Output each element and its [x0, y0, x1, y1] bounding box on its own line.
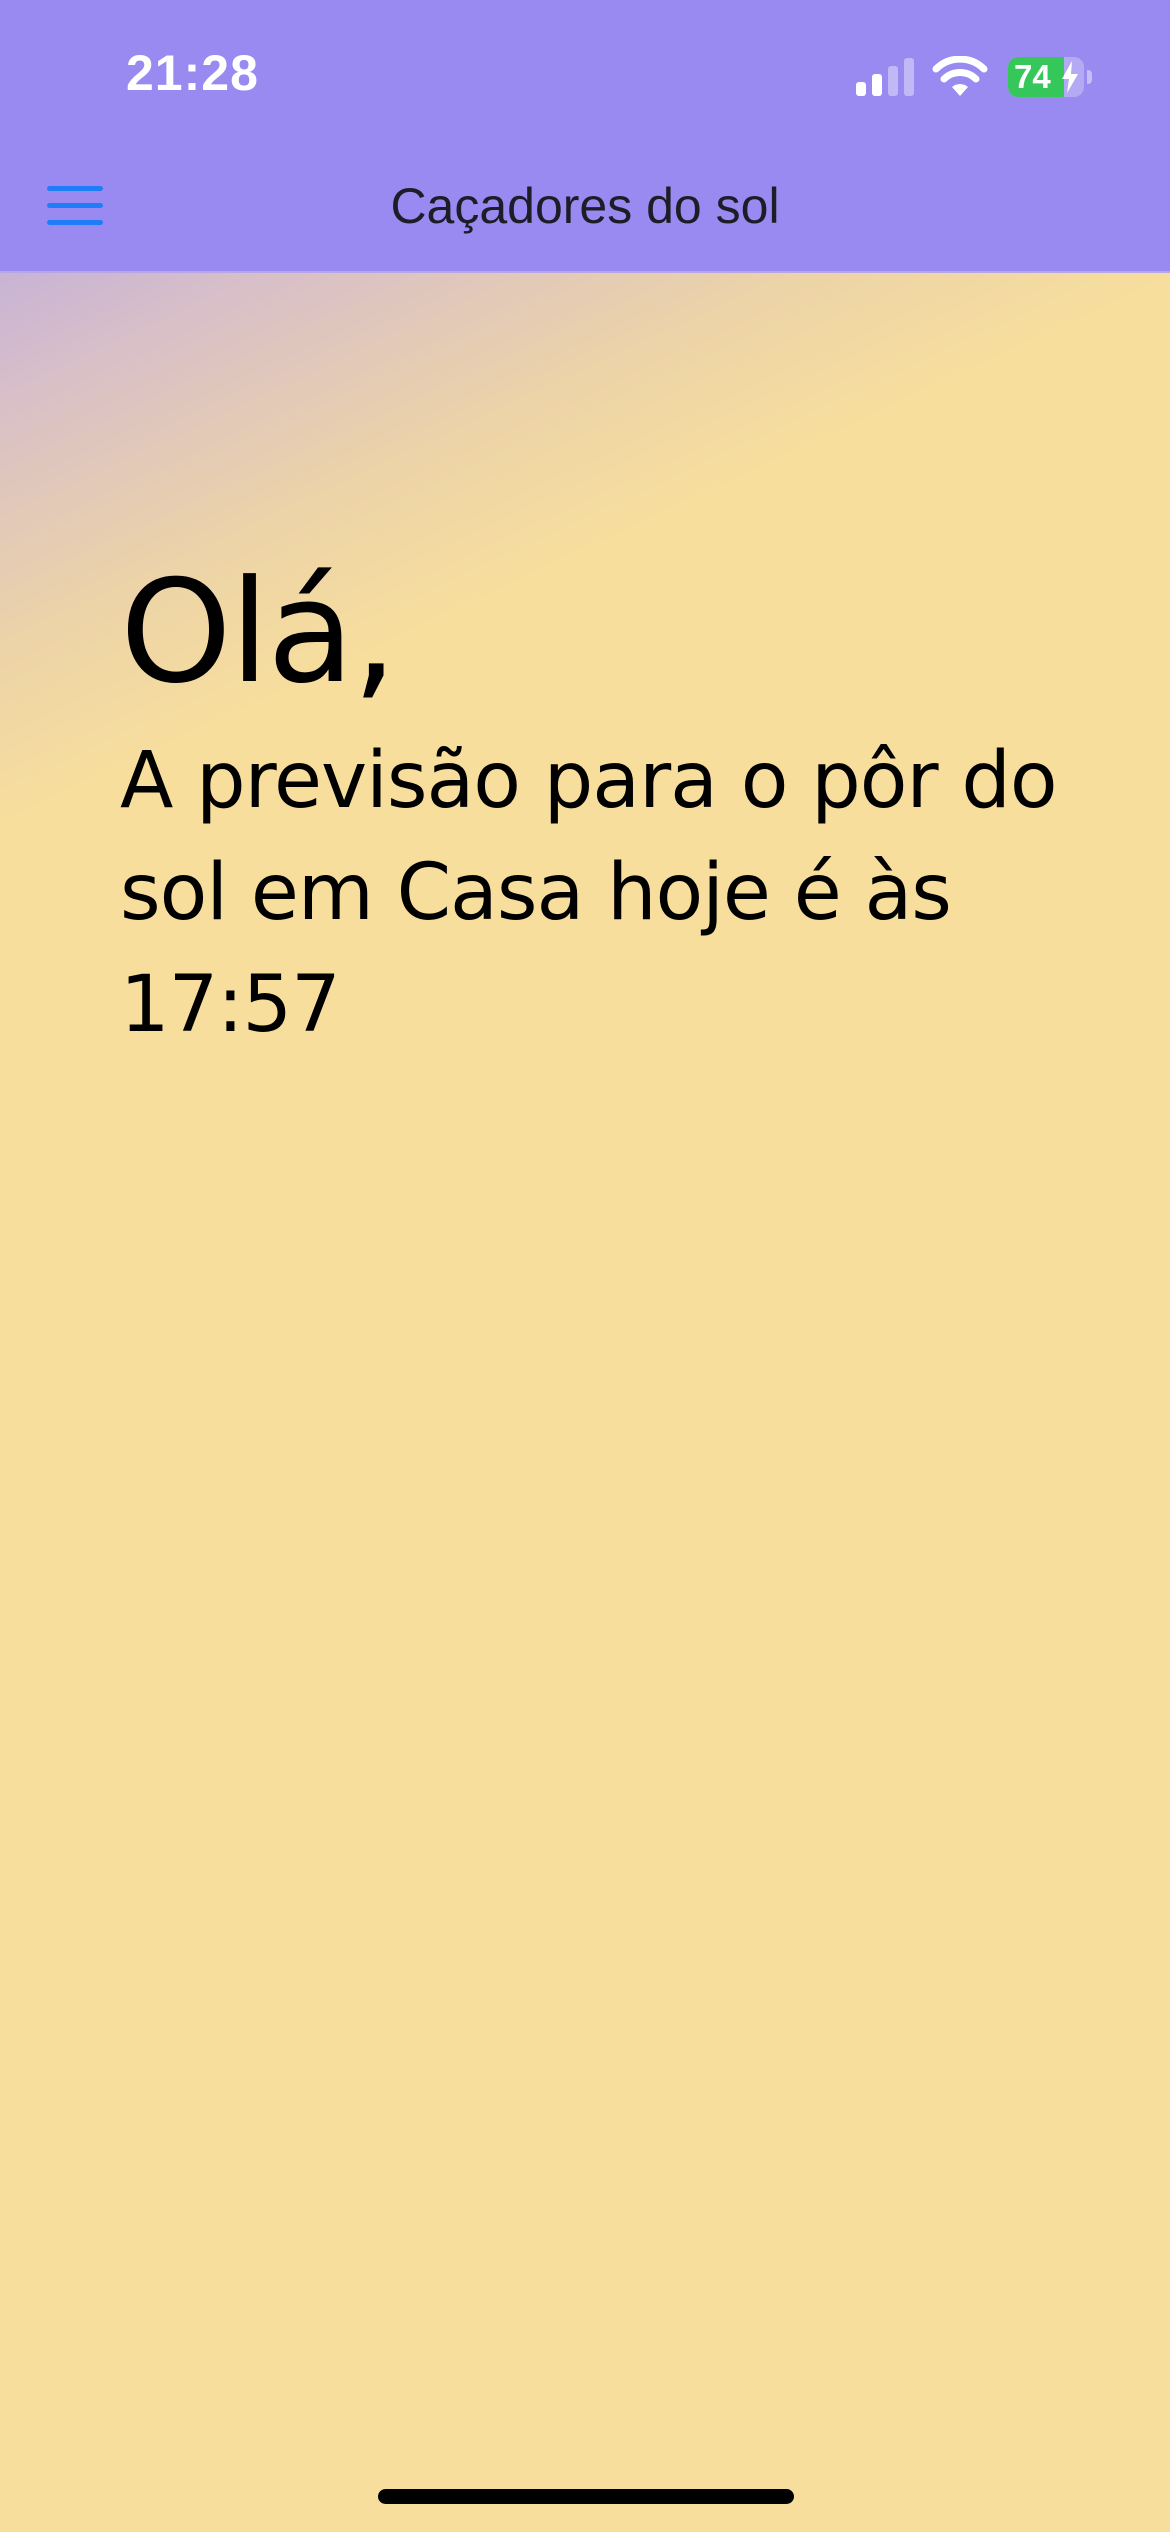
- cellular-signal-icon: [856, 58, 914, 96]
- greeting-heading: Olá,: [120, 550, 396, 715]
- sunset-forecast-text: A previsão para o pôr do sol em Casa hoje é às 17:57: [120, 736, 1057, 1050]
- battery-percent: 74: [1014, 58, 1051, 95]
- status-time: 21:28: [126, 45, 259, 101]
- page-title: Caçadores do sol: [390, 178, 780, 234]
- wifi-icon: [932, 56, 988, 96]
- battery-indicator: [1008, 57, 1092, 97]
- battery-cap: [1087, 70, 1092, 84]
- header-bar: [0, 0, 1170, 273]
- bolt-icon: [1060, 61, 1080, 93]
- home-indicator[interactable]: [378, 2489, 794, 2504]
